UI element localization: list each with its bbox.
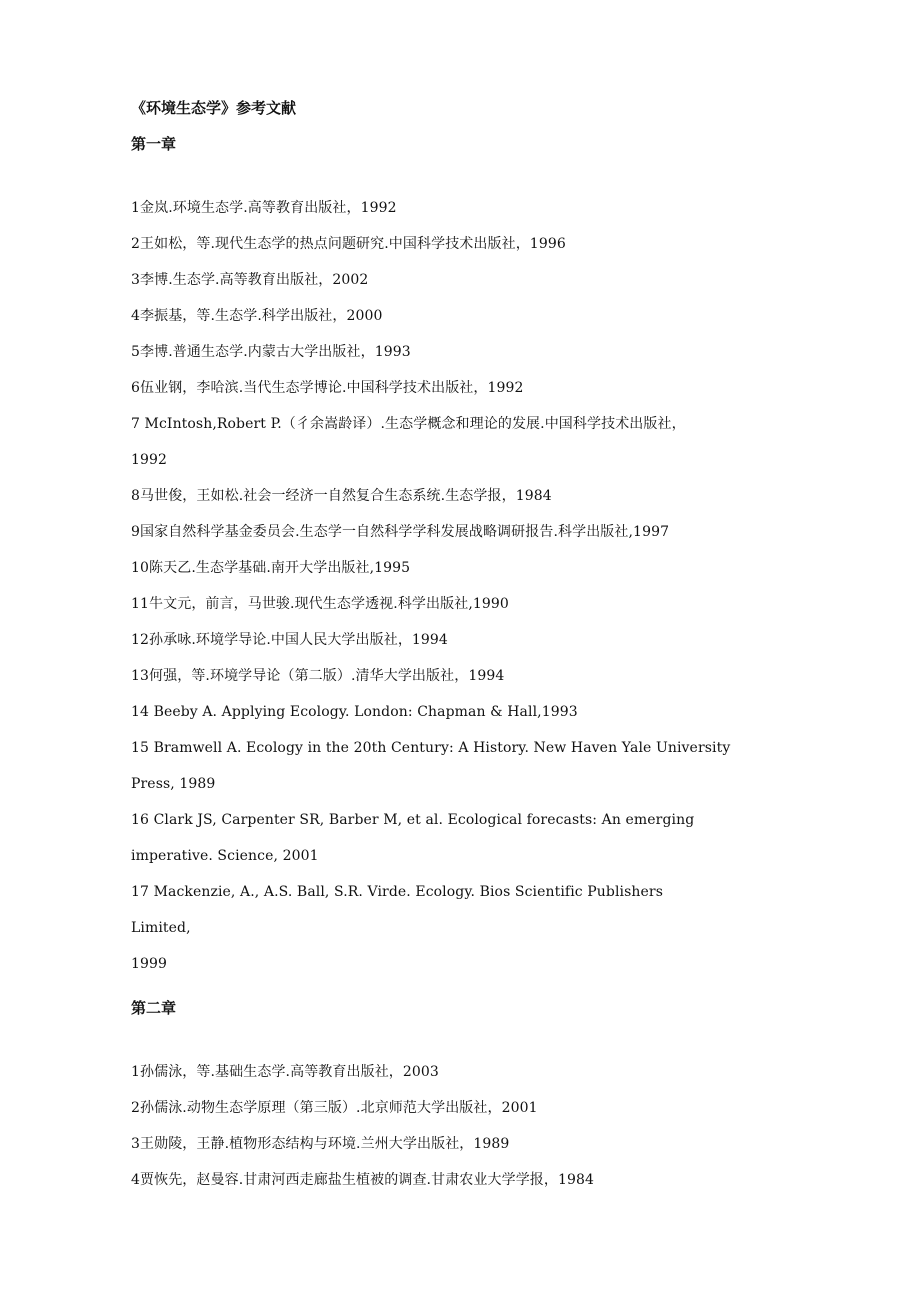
reference-line: 3王勋陵，王静.植物形态结构与环境.兰州大学出版社，1989 — [131, 1136, 510, 1152]
reference-line-continuation: 1992 — [131, 452, 168, 468]
reference-line: 13何强，等.环境学导论（第二版）.清华大学出版社，1994 — [131, 668, 505, 684]
reference-line: 3李博.生态学.高等教育出版社，2002 — [131, 272, 369, 288]
reference-line: 10陈天乙.生态学基础.南开大学出版社,1995 — [131, 560, 411, 576]
reference-list — [131, 1054, 831, 1198]
reference-line: 12孙承咏.环境学导论.中国人民大学出版社，1994 — [131, 632, 448, 648]
reference-line: 1孙儒泳，等.基础生态学.高等教育出版社，2003 — [131, 1064, 439, 1080]
reference-line: 5李博.普通生态学.内蒙古大学出版社，1993 — [131, 344, 411, 360]
reference-line: 11牛文元，前言，马世骏.现代生态学透视.科学出版社,1990 — [131, 596, 509, 612]
reference-line: 1金岚.环境生态学.高等教育出版社，1992 — [131, 200, 397, 216]
reference-line-continuation: Press, 1989 — [131, 776, 216, 792]
chapter-heading: 第一章 — [131, 135, 177, 153]
reference-line: 2孙儒泳.动物生态学原理（第三版）.北京师范大学出版社，2001 — [131, 1100, 538, 1116]
chapter-2 — [131, 998, 831, 1198]
chapter-heading: 第二章 — [131, 999, 177, 1017]
reference-line: 14 Beeby A. Applying Ecology. London: Chapman & Hall,1993 — [131, 704, 578, 720]
reference-line: 4李振基，等.生态学.科学出版社，2000 — [131, 308, 383, 324]
reference-line: 2王如松，等.现代生态学的热点问题研究.中国科学技术出版社，1996 — [131, 236, 566, 252]
reference-line: 15 Bramwell A. Ecology in the 20th Century: A History. New Haven Yale University — [131, 740, 731, 756]
reference-list — [131, 190, 831, 982]
chapter-1 — [131, 134, 831, 982]
reference-line: 7 McIntosh,Robert P.（彳余嵩龄译）.生态学概念和理论的发展.中国科学技术出版社， — [131, 416, 686, 432]
document-page — [131, 98, 831, 1198]
reference-line-continuation: 1999 — [131, 956, 168, 972]
reference-line: 8马世俊，王如松.社会一经济一自然复合生态系统.生态学报，1984 — [131, 488, 552, 504]
reference-line-continuation: imperative. Science, 2001 — [131, 848, 319, 864]
reference-line: 16 Clark JS, Carpenter SR, Barber M, et al. Ecological forecasts: An emerging — [131, 812, 695, 828]
reference-line: 17 Mackenzie, A., A.S. Ball, S.R. Virde. Ecology. Bios Scientific Publishers — [131, 884, 663, 900]
reference-line: 4贾恢先，赵曼容.甘肃河西走廊盐生植被的调查.甘肃农业大学学报，1984 — [131, 1172, 595, 1188]
document-title: 《环境生态学》参考文献 — [131, 99, 297, 117]
reference-line: 6伍业钢，李哈滨.当代生态学博论.中国科学技术出版社，1992 — [131, 380, 524, 396]
reference-line: 9国家自然科学基金委员会.生态学一自然科学学科发展战略调研报告.科学出版社,1997 — [131, 524, 670, 540]
reference-line-continuation: Limited, — [131, 920, 191, 936]
